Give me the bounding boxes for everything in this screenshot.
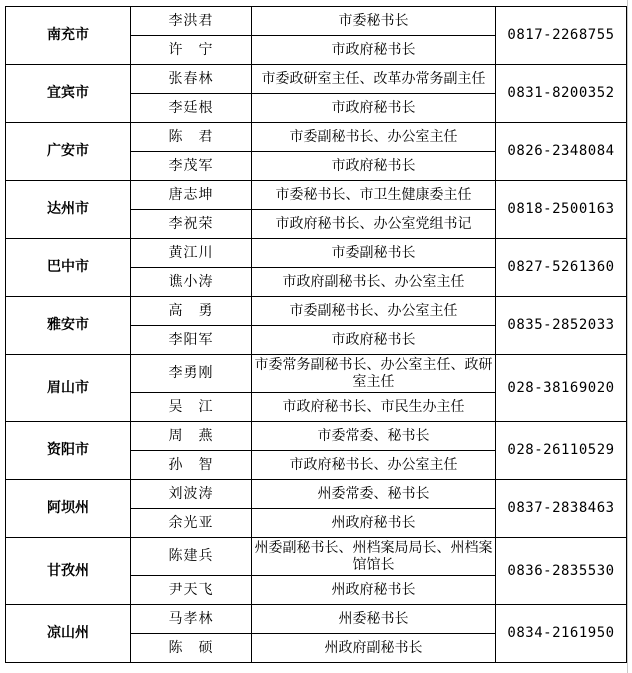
city-cell: 甘孜州 xyxy=(6,538,131,605)
person-name-cell: 陈 硕 xyxy=(131,634,252,663)
person-title-cell: 市政府秘书长、办公室党组书记 xyxy=(252,210,496,239)
city-cell: 眉山市 xyxy=(6,355,131,422)
person-title-cell: 州委秘书长 xyxy=(252,605,496,634)
person-name-cell: 陈 君 xyxy=(131,123,252,152)
person-name-cell: 尹天飞 xyxy=(131,576,252,605)
person-name-cell: 李廷根 xyxy=(131,94,252,123)
city-cell: 雅安市 xyxy=(6,297,131,355)
person-name-cell: 孙 智 xyxy=(131,451,252,480)
phone-cell: 0827-5261360 xyxy=(496,239,627,297)
person-title-cell: 州政府副秘书长 xyxy=(252,634,496,663)
city-cell: 广安市 xyxy=(6,123,131,181)
table-row xyxy=(6,605,627,634)
phone-cell: 0836-2835530 xyxy=(496,538,627,605)
person-title-cell: 市政府秘书长 xyxy=(252,36,496,65)
phone-cell: 0818-2500163 xyxy=(496,181,627,239)
city-cell: 巴中市 xyxy=(6,239,131,297)
person-name-cell: 唐志坤 xyxy=(131,181,252,210)
phone-cell: 0835-2852033 xyxy=(496,297,627,355)
person-name-cell: 谯小涛 xyxy=(131,268,252,297)
person-title-cell: 市政府秘书长、市民生办主任 xyxy=(252,393,496,422)
phone-cell: 0831-8200352 xyxy=(496,65,627,123)
city-cell: 宜宾市 xyxy=(6,65,131,123)
person-title-cell: 州委副秘书长、州档案局局长、州档案馆馆长 xyxy=(252,538,496,576)
person-name-cell: 刘波涛 xyxy=(131,480,252,509)
table-row xyxy=(6,181,627,210)
person-title-cell: 州政府秘书长 xyxy=(252,576,496,605)
person-title-cell: 市政府秘书长 xyxy=(252,94,496,123)
person-name-cell: 许 宁 xyxy=(131,36,252,65)
table-row xyxy=(6,422,627,451)
table-row xyxy=(6,65,627,94)
person-title-cell: 市政府秘书长 xyxy=(252,152,496,181)
table-row xyxy=(6,538,627,576)
person-title-cell: 市政府秘书长、办公室主任 xyxy=(252,451,496,480)
person-name-cell: 陈建兵 xyxy=(131,538,252,576)
city-cell: 凉山州 xyxy=(6,605,131,663)
phone-cell: 0817-2268755 xyxy=(496,7,627,65)
person-title-cell: 市委常委、秘书长 xyxy=(252,422,496,451)
person-name-cell: 李茂军 xyxy=(131,152,252,181)
table-row xyxy=(6,7,627,36)
person-title-cell: 市委秘书长、市卫生健康委主任 xyxy=(252,181,496,210)
table-row xyxy=(6,355,627,393)
person-title-cell: 市政府副秘书长、办公室主任 xyxy=(252,268,496,297)
page-edge-line xyxy=(627,0,628,673)
phone-cell: 0837-2838463 xyxy=(496,480,627,538)
person-name-cell: 高 勇 xyxy=(131,297,252,326)
person-name-cell: 吴 江 xyxy=(131,393,252,422)
person-title-cell: 市委副秘书长、办公室主任 xyxy=(252,297,496,326)
person-name-cell: 张春林 xyxy=(131,65,252,94)
person-title-cell: 州委常委、秘书长 xyxy=(252,480,496,509)
person-title-cell: 州政府秘书长 xyxy=(252,509,496,538)
table-row xyxy=(6,239,627,268)
person-name-cell: 周 燕 xyxy=(131,422,252,451)
person-name-cell: 李勇刚 xyxy=(131,355,252,393)
person-title-cell: 市政府秘书长 xyxy=(252,326,496,355)
person-name-cell: 黄江川 xyxy=(131,239,252,268)
person-name-cell: 李祝荣 xyxy=(131,210,252,239)
person-title-cell: 市委政研室主任、改革办常务副主任 xyxy=(252,65,496,94)
table-row xyxy=(6,297,627,326)
person-name-cell: 余光亚 xyxy=(131,509,252,538)
person-name-cell: 马孝林 xyxy=(131,605,252,634)
person-title-cell: 市委副秘书长、办公室主任 xyxy=(252,123,496,152)
table-row xyxy=(6,480,627,509)
phone-cell: 028-26110529 xyxy=(496,422,627,480)
contacts-table xyxy=(5,6,627,663)
person-title-cell: 市委秘书长 xyxy=(252,7,496,36)
person-name-cell: 李阳军 xyxy=(131,326,252,355)
person-title-cell: 市委副秘书长 xyxy=(252,239,496,268)
table-body xyxy=(6,7,627,663)
city-cell: 达州市 xyxy=(6,181,131,239)
city-cell: 资阳市 xyxy=(6,422,131,480)
phone-cell: 0826-2348084 xyxy=(496,123,627,181)
person-title-cell: 市委常务副秘书长、办公室主任、政研室主任 xyxy=(252,355,496,393)
phone-cell: 0834-2161950 xyxy=(496,605,627,663)
city-cell: 阿坝州 xyxy=(6,480,131,538)
person-name-cell: 李洪君 xyxy=(131,7,252,36)
city-cell: 南充市 xyxy=(6,7,131,65)
table-row xyxy=(6,123,627,152)
phone-cell: 028-38169020 xyxy=(496,355,627,422)
